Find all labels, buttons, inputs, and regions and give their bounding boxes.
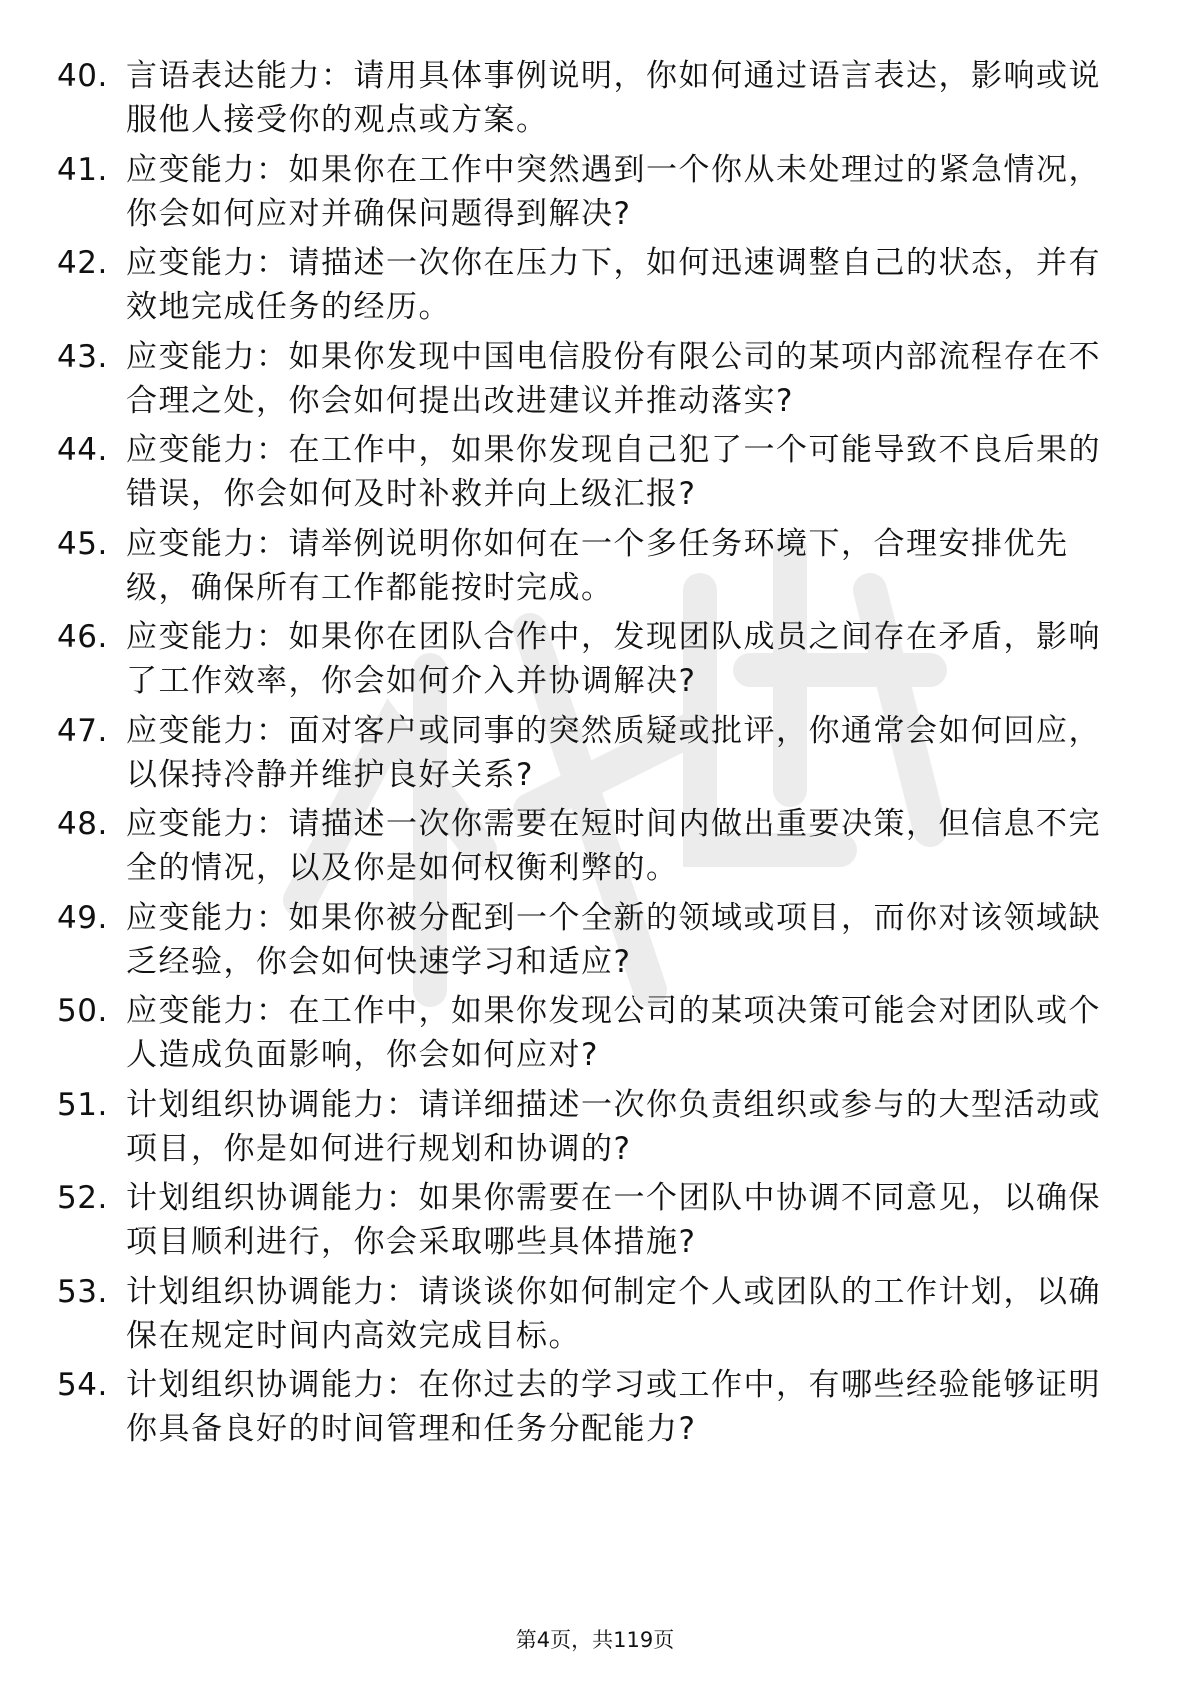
question-item	[0, 1363, 1190, 1457]
question-text: 计划组织协调能力：请详细描述一次你负责组织或参与的大型活动或项目，你是如何进行规划和协调的?	[126, 1086, 1101, 1167]
question-number: 40.	[57, 58, 108, 94]
question-text: 应变能力：面对客户或同事的突然质疑或批评，你通常会如何回应，以保持冷静并维护良好关系?	[126, 712, 1101, 793]
question-text: 计划组织协调能力：如果你需要在一个团队中协调不同意见，以确保项目顺利进行，你会采取哪些具体措施?	[126, 1180, 1101, 1260]
page-number-label: 第4页，共119页	[515, 1628, 675, 1652]
question-number: 51.	[57, 1086, 108, 1123]
question-number: 43.	[57, 338, 108, 375]
question-number: 42.	[57, 245, 108, 281]
question-number: 50.	[57, 993, 108, 1029]
question-text: 应变能力：请描述一次你需要在短时间内做出重要决策，但信息不完全的情况，以及你是如何权衡利弊的。	[126, 806, 1101, 886]
question-item	[0, 802, 1190, 896]
page-footer	[0, 1626, 1190, 1654]
question-number: 47.	[57, 712, 108, 749]
question-item	[0, 428, 1190, 522]
question-number: 41.	[57, 151, 108, 188]
question-text: 应变能力：如果你在团队合作中，发现团队成员之间存在矛盾，影响了工作效率，你会如何介入并协调解决?	[126, 619, 1101, 699]
question-number: 46.	[57, 619, 108, 655]
question-number: 52.	[57, 1180, 108, 1216]
question-item	[0, 709, 1190, 803]
question-item	[0, 1083, 1190, 1177]
question-item	[0, 989, 1190, 1083]
question-text: 言语表达能力：请用具体事例说明，你如何通过语言表达，影响或说服他人接受你的观点或方案。	[126, 58, 1101, 138]
question-text: 应变能力：请举例说明你如何在一个多任务环境下，合理安排优先级，确保所有工作都能按时完成。	[126, 525, 1069, 606]
question-number: 54.	[57, 1367, 108, 1403]
question-item	[0, 615, 1190, 709]
question-text: 计划组织协调能力：请谈谈你如何制定个人或团队的工作计划，以确保在规定时间内高效完成目标。	[126, 1273, 1101, 1354]
question-item	[0, 54, 1190, 148]
question-item	[0, 241, 1190, 335]
question-list	[0, 54, 1190, 1457]
question-number: 49.	[57, 899, 108, 936]
question-number: 45.	[57, 525, 108, 562]
question-item	[0, 522, 1190, 616]
question-text: 应变能力：如果你发现中国电信股份有限公司的某项内部流程存在不合理之处，你会如何提出改进建议并推动落实?	[126, 338, 1101, 419]
question-item	[0, 148, 1190, 242]
question-text: 应变能力：如果你在工作中突然遇到一个你从未处理过的紧急情况，你会如何应对并确保问题得到解决?	[126, 151, 1101, 232]
question-text: 计划组织协调能力：在你过去的学习或工作中，有哪些经验能够证明你具备良好的时间管理和任务分配能力?	[126, 1367, 1101, 1447]
question-text: 应变能力：在工作中，如果你发现自己犯了一个可能导致不良后果的错误，你会如何及时补救并向上级汇报?	[126, 432, 1101, 512]
question-number: 44.	[57, 432, 108, 468]
question-item	[0, 335, 1190, 429]
question-text: 应变能力：请描述一次你在压力下，如何迅速调整自己的状态，并有效地完成任务的经历。	[126, 245, 1101, 325]
question-text: 应变能力：如果你被分配到一个全新的领域或项目，而你对该领域缺乏经验，你会如何快速学习和适应?	[126, 899, 1101, 980]
question-item	[0, 1270, 1190, 1364]
question-text: 应变能力：在工作中，如果你发现公司的某项决策可能会对团队或个人造成负面影响，你会如何应对?	[126, 993, 1101, 1073]
question-item	[0, 896, 1190, 990]
question-item	[0, 1176, 1190, 1270]
question-number: 48.	[57, 806, 108, 842]
question-number: 53.	[57, 1273, 108, 1310]
